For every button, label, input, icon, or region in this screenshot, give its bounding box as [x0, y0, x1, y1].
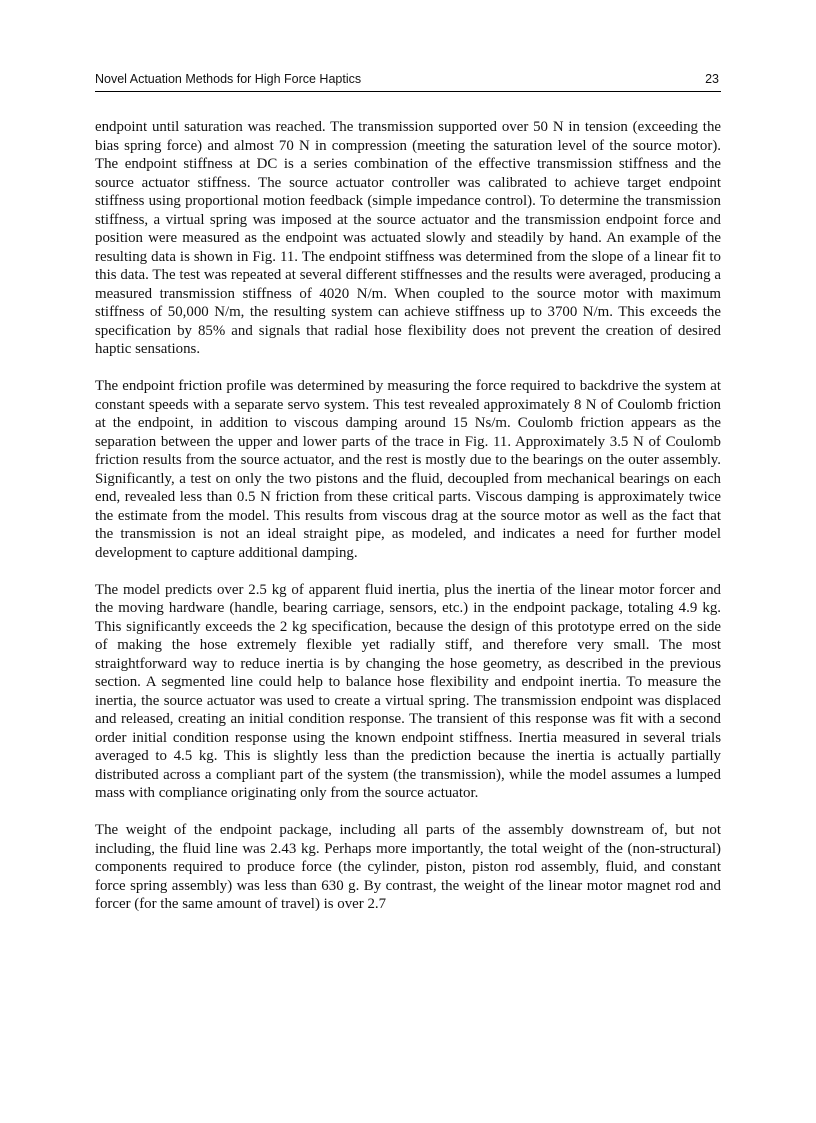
paragraph-weight: The weight of the endpoint package, including all parts of the assembly downstream of, but not including, the fluid line was 2.43 kg. Perhaps more importantly, the total weight of the (non-structural) components required to produce force (the cylinder, piston, piston rod assembly, fluid, and constant force spring assembly) was less than 630 g. By contrast, the weight of the linear motor magnet rod and forcer (for the same amount of travel) is over 2.7	[95, 822, 721, 912]
paragraph-inertia: The model predicts over 2.5 kg of apparent fluid inertia, plus the inertia of the linear motor forcer and the moving hardware (handle, bearing carriage, sensors, etc.) in the endpoint package, totaling 4.9 kg. This significantly exceeds the 2 kg specification, because the design of this prototype erred on the side of making the hose extremely flexible yet radially stiff, and therefore very small. The most straightforward way to reduce inertia is by changing the hose geometry, as described in the previous section. A segmented line could help to balance hose flexibility and endpoint inertia. To measure the inertia, the source actuator was used to create a virtual spring. The transmission endpoint was displaced and released, creating an initial condition response. The transient of this response was fit with a second order initial condition response using the known endpoint stiffness. Inertia measured in several trials averaged to 4.5 kg. This is slightly less than the prediction because the inertia is actually partially distributed across a compliant part of the system (the transmission), while the model assumes a lumped mass with compliance originating only from the source actuator.	[95, 581, 721, 801]
paragraph-stiffness: endpoint until saturation was reached. The transmission supported over 50 N in tension (exceeding the bias spring force) and almost 70 N in compression (meeting the saturation level of the source motor). The endpoint stiffness at DC is a series combination of the effective transmission stiffness and the source actuator stiffness. The source actuator controller was calibrated to achieve target endpoint stiffness using proportional motion feedback (simple impedance control). To determine the transmission stiffness, a virtual spring was imposed at the source actuator and the transmission endpoint force and position were measured as the endpoint was actuated slowly and steadily by hand. An example of the resulting data is shown in Fig. 11. The endpoint stiffness was determined from the slope of a linear fit to this data. The test was repeated at several different stiffnesses and the results were averaged, producing a measured transmission stiffness of 4020 N/m. When coupled to the source motor with maximum stiffness of 50,000 N/m, the resulting system can achieve stiffness up to 3700 N/m. This exceeds the specification by 85% and signals that radial hose flexibility does not prevent the creation of desired haptic sensations.	[95, 119, 721, 357]
paragraph-friction: The endpoint friction profile was determined by measuring the force required to backdrive the system at constant speeds with a separate servo system. This test revealed approximately 8 N of Coulomb friction at the endpoint, in addition to viscous damping around 15 Ns/m. Coulomb friction appears as the separation between the upper and lower parts of the trace in Fig. 11. Approximately 3.5 N of Coulomb friction results from the source actuator, and the rest is mostly due to the bearings on the outer assembly. Significantly, a test on only the two pistons and the fluid, decoupled from mechanical bearings on each end, revealed less than 0.5 N friction from these critical parts. Viscous damping is approximately twice the estimate from the model. This results from viscous drag at the source motor as well as the fact that the transmission is not an ideal straight pipe, as modeled, and indicates a need for further model development to capture additional damping.	[95, 378, 721, 561]
running-header	[95, 71, 721, 92]
body-text	[95, 118, 721, 914]
running-header-title: Novel Actuation Methods for High Force Haptics	[95, 72, 362, 86]
page-number: 23	[705, 72, 719, 86]
